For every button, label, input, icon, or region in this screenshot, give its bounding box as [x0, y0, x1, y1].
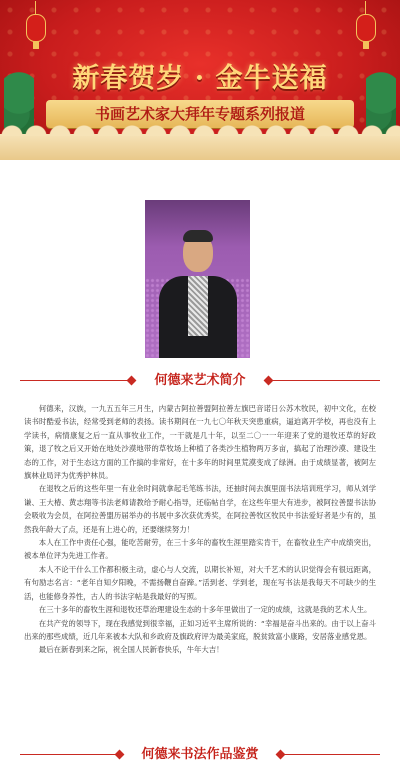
portrait-photo: [145, 200, 250, 358]
banner-subtitle: 书画艺术家大拜年专题系列报道: [94, 105, 305, 123]
intro-heading: 何德来艺术简介: [154, 373, 246, 388]
works-section-header: [20, 744, 380, 766]
bio-paragraph: 本人在工作中责任心强，能吃苦耐劳，在三十多年的畜牧生涯里踏实肯干，在畜牧业生产中成绩突出，被本单位评为先进工作者。: [24, 538, 376, 561]
bio-paragraph: 在退牧之后的这些年里一有业余时间就拿起毛笔练书法，还抽时间去旗里面书法培训班学习，师从刘学谦、王大椿、黄志翔等书法老师请教给予耐心指导，还临帖自学，在这些年里大有进步，被阿拉善盟书法协会吸收为会员，在阿拉善盟历届举办的书展中多次获优秀奖，在阿拉善牧区牧民中书法爱好者是少有的，虽然我年龄大了点，还是有上进心的，还要继续努力！: [24, 484, 376, 534]
works-heading: 何德来书法作品鉴赏: [141, 747, 259, 762]
bio-paragraph: 在三十多年的畜牧生涯和退牧还草治理建设生态的十多年里做出了一定的成绩，这就是我的艺术人生。: [38, 605, 372, 615]
intro-section-header: [20, 370, 380, 392]
portrait-hair: [183, 230, 213, 242]
bio-paragraph: 何德来，汉族，一九五五年三月生，内蒙古阿拉善盟阿拉善左旗巴音诺日公苏木牧民，初中文化，在校读书时酷爱书法，经常受到老师的表扬。读书期间在一九七〇年秋天突患重病，逼迫离开学校，再也没有上学读书，病情康复之后一直从事牧业工作，一干就是几十年，以至二〇一一年迎来了党的退牧还草的好政策，退了牧之后又开始在地处沙漠地带的草牧场上种植了各类沙生植物两万多亩，搞起了治理沙漠、建设生态的工作，对于生态这方面的工作搞的非常好，在十多年的时间里荒漠变成了绿洲。由于成绩显著，被阿左旗林业局评为优秀护林员。: [24, 404, 376, 481]
bio-paragraph: 在共产党的领导下，现在我感觉到很幸福，正如习近平主席所说的：“幸福是奋斗出来的。由于以上奋斗出来的那些成绩，近几年来被本大队和乡政府及旗政府评为最美家庭，脱贫致富小康路，安居落业感党恩。: [24, 618, 376, 641]
header-banner: [0, 0, 400, 160]
lantern-icon: [356, 14, 376, 42]
portrait-shirt: [188, 276, 208, 336]
lantern-icon: [26, 14, 46, 42]
bio-paragraph: 本人不论干什么工作都积极主动，虚心与人交流，以期长补短，对大千艺术的认识觉得会有很远距离，有句励志名言：“老年自知夕阳晚，不需扬鞭自奋蹄。”活到老、学到老，现在写书法是我每天不可缺少的生活，也能修身养性，古人的书法字帖是我最好的写照。: [24, 564, 376, 601]
bio-paragraph: 最后在新春到来之际，祝全国人民新春快乐，牛年大吉！: [38, 645, 224, 655]
cloud-band-decoration: [0, 134, 400, 160]
bio-text: [24, 402, 376, 657]
banner-title: 新春贺岁 · 金牛送福: [72, 63, 328, 94]
